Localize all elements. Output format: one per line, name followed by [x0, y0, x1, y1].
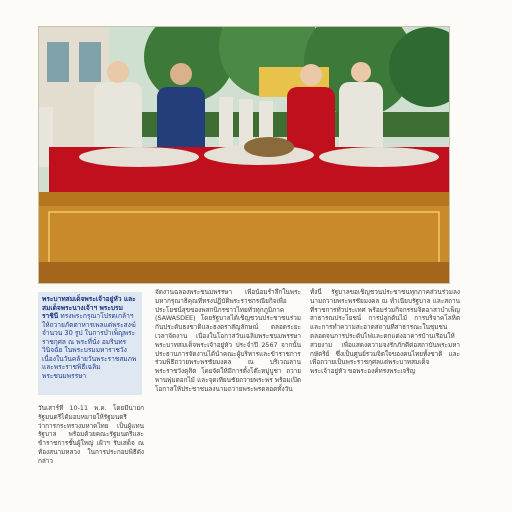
caption-highlight: พระบาทสมเด็จพระเจ้าอยู่หัว และ สมเด็จพระนางเจ้าฯ พระบรมราชินี [42, 295, 136, 320]
article-column-1: วันเสาร์ที่ 10-11 พ.ค. โดยมีนายกรัฐมนตรีได้มอบหมายให้รัฐมนตรีว่าการกระทรวงมหาดไทย เป็นผู้แทนรัฐบาล พร้อมด้วยคณะรัฐมนตรีและข้าราชการชั้นผู้ใหญ่ เฝ้าฯ รับเสด็จ ณ ท้องสนามหลวง ในการประกอบพิธีดังกล่าว [38, 404, 144, 465]
photo-caption [38, 292, 142, 395]
ceremony-photo-drawing [39, 27, 449, 283]
caption-body: ทรงพระกรุณาโปรดเกล้าฯ ให้ถวายภัตตาหารเพลแด่พระสงฆ์ จำนวน 30 รูป ในการบำเพ็ญพระราชกุศล ณ พระที่นั่ง อมรินทรวินิจฉัย ในพระบรมมหาราชวัง เนื่องในวันคล้ายวันพระราชสมภพ และพระราชพิธีเฉลิมพระชนมพรรษา [42, 312, 137, 380]
article-column-2: จัดงานฉลองพระชนมพรรษา เพื่อน้อมรำลึกในพระมหากรุณาธิคุณที่ทรงปฏิบัติพระราชกรณียกิจเพื่อประโยชน์สุขของพสกนิกรชาวไทยทั่วทุกภูมิภาค (SAWASDEE) โดยรัฐบาลได้เชิญชวนประชาชนร่วมกันประดับธงชาติและธงตราสัญลักษณ์ ตลอดระยะเวลาจัดงาน เนื่องในโอกาสวันเฉลิมพระชนมพรรษาพระบาทสมเด็จพระเจ้าอยู่หัว ประจำปี 2567 จากนั้น ประธานการจัดงานได้นำคณะผู้บริหารและข้าราชการร่วมพิธีถวายพระพรชัยมงคล ณ บริเวณลานพระราชวังดุสิต โดยจัดให้มีการตั้งโต๊ะหมู่บูชา ถวายพานพุ่มดอกไม้ และจุดเทียนชัยถวายพระพร พร้อมเปิดโอกาสให้ประชาชนลงนามถวายพระพรตลอดทั้งวัน [155, 288, 301, 393]
article-column-3: ทั้งนี้ รัฐบาลขอเชิญชวนประชาชนทุกภาคส่วนร่วมลงนามถวายพระพรชัยมงคล ณ ทำเนียบรัฐบาล และสถานที่ราชการทั่วประเทศ พร้อมร่วมกิจกรรมจิตอาสาบำเพ็ญสาธารณประโยชน์ การปลูกต้นไม้ การบริจาคโลหิต และการทำความสะอาดสถานที่สาธารณะในชุมชน ตลอดจนการประดับไฟและตกแต่งอาคารบ้านเรือนให้สวยงาม เพื่อแสดงความจงรักภักดีต่อสถาบันพระมหากษัตริย์ ซึ่งเป็นศูนย์รวมจิตใจของคนไทยทั้งชาติ และเพื่อถวายเป็นพระราชกุศลแด่พระบาทสมเด็จพระเจ้าอยู่หัว ขอพระองค์ทรงพระเจริญ [310, 288, 460, 376]
ceremony-photo [38, 26, 450, 284]
